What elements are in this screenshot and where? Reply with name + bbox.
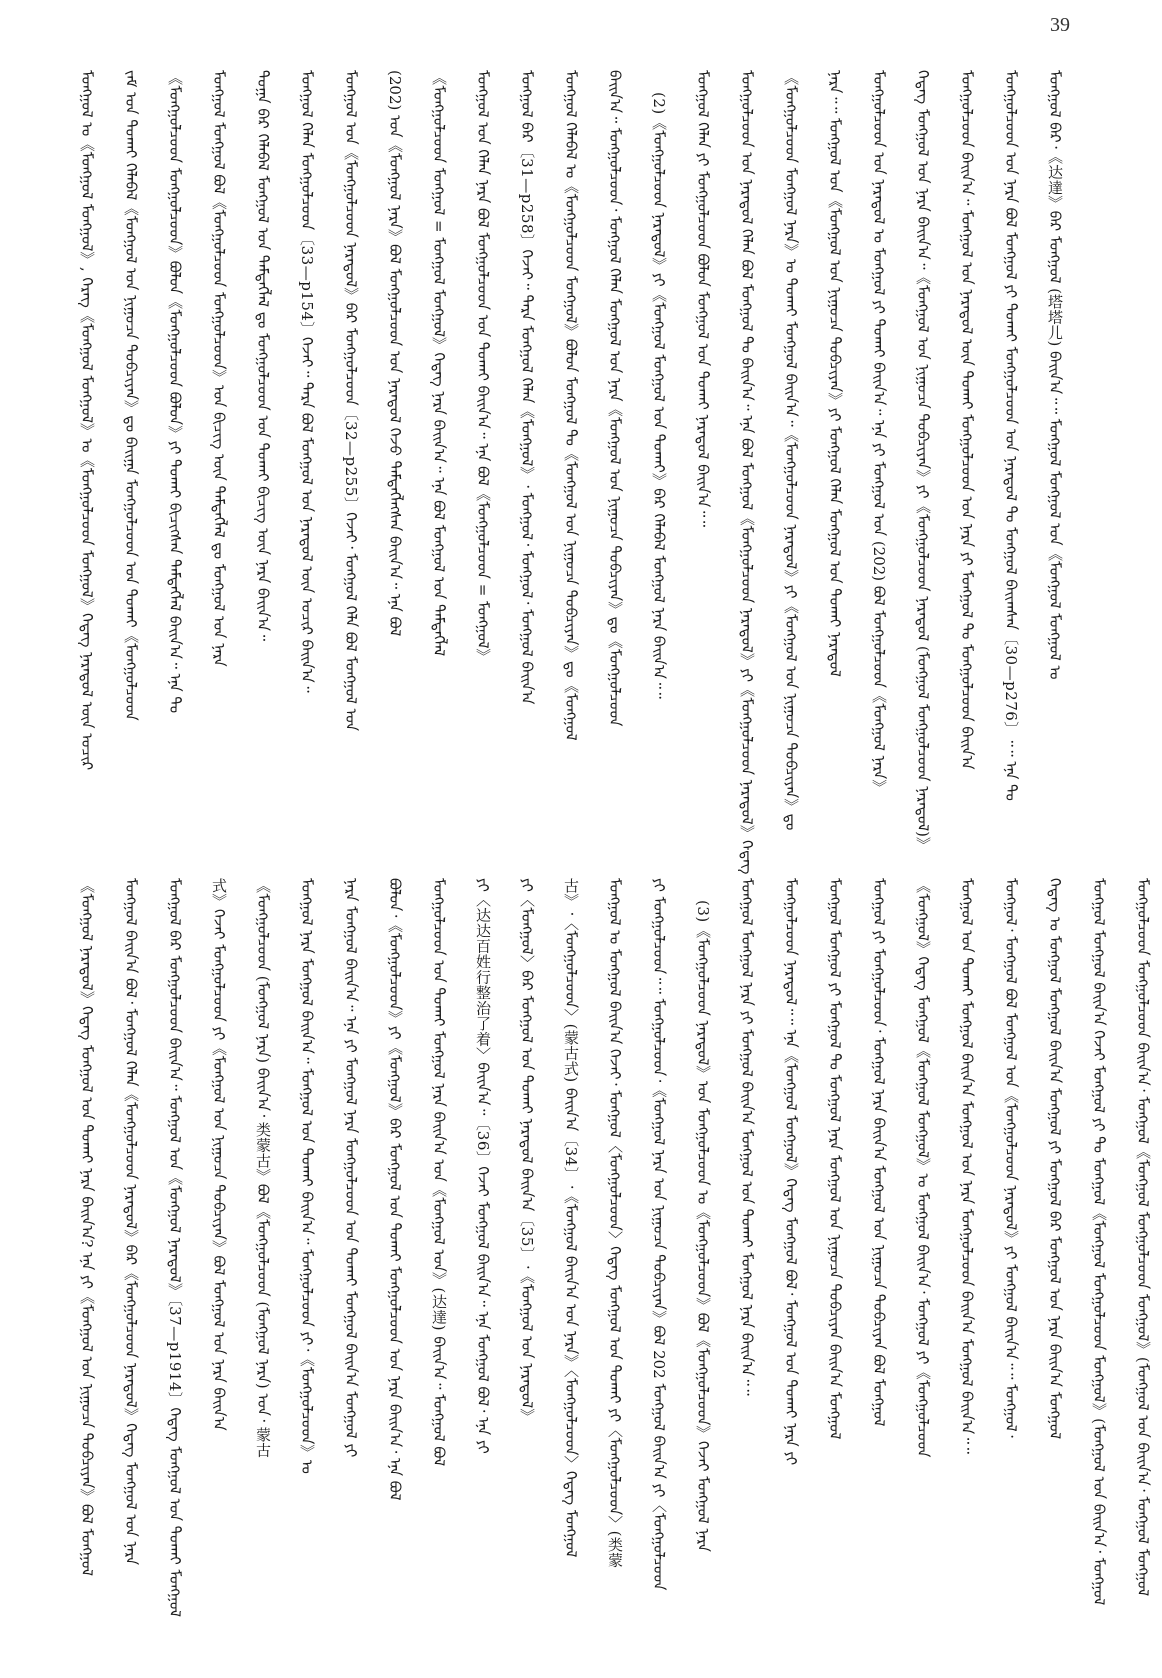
text-column: ᠮᠣᠩᠭᠣᠯᠴᠤᠳ ᠤᠨ ᠨᠡᠷᠡ ᠪᠣᠯ ᠮᠣᠩᠭᠣᠯ ᠶᠢ ᠲᠤᠬᠠᠢ ᠮᠣᠩᠭᠣᠯᠴᠤᠳ ᠤᠨ ᠨᠡᠷᠡᠳᠦᠯ ᠲᠤ ᠮᠣᠩᠭᠣᠯ ᠪᠠᠢᠭᠰᠠᠨ〔30—p276〕᠃᠃ ᠡᠨᠡ ᠲᠤ — [1002, 70, 1020, 801]
text-column: ᠮᠣᠩᠭᠣᠯ ᠬᠡᠯᠡᠨ ᠶᠢ ᠮᠣᠩᠭᠣᠯᠴᠤᠳ ᠪᠣᠯᠤᠨ ᠮᠣᠩᠭᠣᠯ ᠤᠨ ᠲᠤᠬᠠᠢ ᠨᠡᠷᠡᠳᠦᠯ ᠪᠠᠢᠨ᠎ᠠ᠃᠃ — [694, 70, 712, 528]
text-column: ᠮᠣᠩᠭᠣᠯ ᠤ ᠮᠣᠩᠭᠣᠯ ᠪᠠᠢᠨ᠎ᠠ ᠭᠡᠵᠡᠢ᠂ ᠮᠣᠩᠭᠣᠯ〈ᠮᠣᠩᠭᠣᠯᠴᠤᠳ〉ᠭᠡᠳᠡᠭ ᠮᠣᠩᠭᠣᠯ ᠤᠨ ᠲᠤᠬᠠᠢ ᠶᠢ〈ᠮᠣᠩᠭᠣᠯᠴᠤᠳ〉(类蒙 — [606, 878, 624, 1568]
text-column: ᠮᠣᠩᠭᠣᠯ ᠪᠠᠷ ᠮᠣᠩᠭᠣᠯᠴᠤᠳ ᠪᠠᠢᠨ᠎ᠠ᠃ ᠮᠣᠩᠭᠣᠯ ᠤᠨ《ᠮᠣᠩᠭᠣᠯ ᠨᠡᠷᠡᠳᠦᠯ》〔37—p1914〕ᠭᠡᠳᠡᠭ ᠮᠣᠩᠭᠣᠯ ᠤᠨ ᠲᠤᠬᠠᠢ ᠮᠣᠩᠭᠣᠯ — [166, 878, 184, 1617]
text-column: ᠮᠣᠩᠭᠣᠯ ᠪᠠᠢᠨ᠎ᠠ ᠪᠣᠯ᠂ ᠮᠣᠩᠭᠣᠯ ᠬᠡᠯᠡᠨ《ᠮᠣᠩᠭᠣᠯᠴᠤᠳ ᠨᠡᠷᠡᠳᠦᠯ》ᠪᠠᠷ《ᠮᠣᠩᠭᠣᠯᠴᠤᠳ ᠨᠡᠷᠡᠳᠦᠯ》ᠭᠡᠳᠡᠭ ᠮᠣᠩᠭᠣᠯ ᠤᠨ ᠨᠡᠷᠡ — [122, 878, 140, 1565]
text-column: ᠮᠣᠩᠭᠣᠯ ᠮᠣᠩᠭᠣᠯ ᠪᠣᠯ《ᠮᠣᠩᠭᠣᠯᠴᠤᠳ ᠮᠣᠩᠭᠣᠯᠴᠤᠳ》ᠤᠨ ᠪᠢᠴᠢᠭ ᠦᠨ ᠲᠡᠮᠳᠡᠭᠯᠡᠯ ᠳᠤ ᠮᠣᠩᠭᠣᠯ ᠤᠨ ᠨᠡᠷᠡ — [210, 70, 228, 667]
text-column: ᠮᠣᠩᠭᠣᠯ ᠤᠨ ᠬᠡᠯᠡᠨ ᠨᠡᠷᠡ ᠪᠣᠯ ᠮᠣᠩᠭᠣᠯᠴᠤᠳ ᠤᠨ ᠲᠤᠬᠠᠢ ᠪᠠᠢᠨ᠎ᠠ᠃ ᠡᠨᠡ ᠪᠣᠯ《ᠮᠣᠩᠭᠣᠯᠴᠤᠳ = ᠮᠣᠩᠭᠣᠯ》 — [474, 70, 492, 664]
text-column: 《ᠮᠣᠩᠭᠣᠯ》ᠭᠡᠳᠡᠭ ᠮᠣᠩᠭᠣᠯ《ᠮᠣᠩᠭᠣᠯ ᠮᠣᠩᠭᠣᠯ》ᠤ ᠮᠣᠩᠭᠣᠯ ᠪᠠᠢᠨ᠎ᠠ᠂ ᠮᠣᠩᠭᠣᠯ ᠶᠢ《ᠮᠣᠩᠭᠣᠯᠴᠤᠳ — [914, 878, 932, 1458]
text-column: 《ᠮᠣᠩᠭᠣᠯᠴᠤᠳ (ᠮᠣᠩᠭᠣᠯ ᠨᠡᠷᠡ) ᠪᠠᠢᠨ᠎ᠠ᠂ 类蒙古》ᠪᠣᠯ《ᠮᠣᠩᠭᠣᠯᠴᠤᠳ (ᠮᠣᠩᠭᠣᠯ ᠨᠡᠷᠡ) ᠤᠨ᠂ 蒙古 — [254, 878, 272, 1458]
upper-text-block — [68, 70, 1076, 875]
lower-text-block — [68, 878, 1152, 1650]
text-column: 《ᠮᠣᠩᠭᠣᠯᠴᠤᠳ ᠮᠣᠩᠭᠣᠯᠴᠤᠳ》ᠪᠣᠯᠤᠨ《ᠮᠣᠩᠭᠣᠯᠴᠤᠳ ᠪᠣᠯᠤᠨ》ᠶᠢ ᠲᠤᠬᠠᠢ ᠪᠢᠴᠢᠭᠰᠡᠨ ᠲᠡᠮᠳᠡᠭᠯᠡᠯ ᠪᠠᠢᠨ᠎ᠠ᠃ ᠡᠨᠡ ᠲᠤ — [166, 70, 184, 714]
text-column: ᠨᠡᠷᠡ᠃᠃ ᠮᠣᠩᠭᠣᠯ ᠤᠨ《ᠮᠣᠩᠭᠣᠯ ᠤᠨ ᠨᠢᠭᠤᠴᠠ ᠲᠣᠪᠴᠢᠶᠠᠨ》ᠶᠢ ᠮᠣᠩᠭᠣᠯ ᠬᠡᠯᠡᠨ ᠮᠣᠩᠭᠣᠯ ᠤᠨ ᠲᠤᠬᠠᠢ ᠨᠡᠷᠡᠳᠦᠯ — [826, 70, 844, 677]
block-divider — [68, 850, 1076, 851]
text-column: ᠮᠣᠩᠭᠣᠯ ᠤᠨ《ᠮᠣᠩᠭᠣᠯᠴᠤᠳ ᠨᠡᠷᠡᠳᠦᠯ》ᠪᠡᠷ ᠮᠣᠩᠭᠣᠯᠴᠤᠳ〔32—p255〕ᠭᠡᠵᠡᠢ᠂ ᠮᠣᠩᠭᠣᠯ ᠬᠡᠯᠡ ᠪᠣᠯ ᠮᠣᠩᠭᠣᠯ ᠤᠨ — [342, 70, 360, 731]
text-column: 式》ᠭᠡᠵᠡᠢ ᠮᠣᠩᠭᠣᠯᠴᠤᠳ ᠶᠢ《ᠮᠣᠩᠭᠣᠯ ᠤᠨ ᠨᠢᠭᠤᠴᠠ ᠲᠣᠪᠴᠢᠶᠠᠨ》ᠪᠣᠯ ᠮᠣᠩᠭᠣᠯ ᠤᠨ ᠨᠡᠷᠡ ᠪᠠᠢᠨ᠎ᠠ — [210, 878, 228, 1431]
page-number: 39 — [1050, 14, 1070, 36]
text-column: ᠮᠣᠩᠭᠣᠯ ᠮᠣᠩᠭᠣᠯ ᠨᠡᠷᠡ ᠶᠢ ᠮᠣᠩᠭᠣᠯ ᠪᠠᠢᠨ᠎ᠠ ᠮᠣᠩᠭᠣᠯ ᠤᠨ ᠲᠤᠬᠠᠢ ᠮᠣᠩᠭᠣᠯ ᠨᠡᠷᠡ ᠪᠠᠢᠨ᠎ᠠ᠃᠃ — [738, 878, 756, 1396]
text-column: ᠮᠣᠩᠭᠣᠯ ᠪᠠᠷ〔31—p258〕ᠭᠡᠵᠡᠢ᠃ ᠲᠡᠷᠡ ᠮᠣᠩᠭᠣᠯ ᠬᠡᠯᠡᠨ《ᠮᠣᠩᠭᠣᠯ》᠂ ᠮᠣᠩᠭᠣᠯ᠂ ᠮᠣᠩᠭᠣᠯ᠂ ᠮᠣᠩᠭᠣᠯ ᠪᠠᠢᠨ᠎ᠠ — [518, 70, 536, 705]
text-column: ᠮᠣᠩᠭᠣᠯ ᠤ《ᠮᠣᠩᠭᠣᠯ ᠮᠣᠩᠭᠣᠯ》, ᠬᠡᠷᠡᠭ《ᠮᠣᠩᠭᠣᠯ ᠮᠣᠩᠭᠣᠯ》ᠤ《ᠮᠣᠩᠭᠣᠯᠴᠤᠳ ᠮᠣᠩᠭᠣᠯ》ᠭᠡᠳᠡᠭ ᠨᠡᠷᠡᠳᠦᠯ ᠦᠨ ᠤᠴᠢᠷ — [78, 70, 96, 771]
text-column: ᠮᠣᠩᠭᠣᠯ ᠮᠣᠩᠭᠣᠯ ᠪᠠᠢᠨ᠎ᠠ ᠭᠡᠵᠡᠢ ᠮᠣᠩᠭᠣᠯ ᠶᠢ ᠲᠤ ᠮᠣᠩᠭᠣᠯ《ᠮᠣᠩᠭᠣᠯ ᠮᠣᠩᠭᠣᠯᠴᠤᠳ ᠮᠣᠩᠭᠣᠯ》(ᠮᠣᠩᠭᠣᠯ ᠤᠨ ᠪᠠᠢᠨ᠎ᠠ᠂ ᠮᠣᠩᠭᠣᠯ — [1090, 878, 1108, 1606]
text-column: (2)《ᠮᠣᠩᠭᠣᠯᠴᠤᠳ ᠨᠡᠷᠡᠳᠦᠯ》ᠶᠢ《ᠮᠣᠩᠭᠣᠯ ᠮᠣᠩᠭᠣᠯ ᠤᠨ ᠲᠤᠬᠠᠢ》ᠪᠠᠷ ᠬᠡᠯᠡᠪᠡᠯ ᠮᠣᠩᠭᠣᠯ ᠨᠡᠷᠡ ᠪᠠᠢᠨ᠎ᠠ᠃᠃ — [650, 92, 668, 699]
text-column: ᠮᠣᠩᠭᠣᠯᠴᠤᠳ ᠤᠨ ᠲᠤᠬᠠᠢ ᠮᠣᠩᠭᠣᠯ ᠨᠡᠷᠡ ᠪᠠᠢᠨ᠎ᠠ ᠤᠨ《ᠮᠣᠩᠭᠣᠯ ᠤᠨ》(达達) ᠪᠠᠢᠨ᠎ᠠ᠃ ᠮᠣᠩᠭᠣᠯ ᠪᠣᠯ — [430, 878, 448, 1467]
text-column: 《ᠮᠣᠩᠭᠣᠯ ᠨᠡᠷᠡᠳᠦᠯ》ᠭᠡᠳᠡᠭ ᠮᠣᠩᠭᠣᠯ ᠤᠨ ᠲᠤᠬᠠᠢ ᠨᠡᠷᠡ ᠪᠠᠢᠨ᠎ᠠ? ᠡᠨᠡ ᠶᠢ《ᠮᠣᠩᠭᠣᠯ ᠤᠨ ᠨᠢᠭᠤᠴᠠ ᠲᠣᠪᠴᠢᠶᠠᠨ》ᠪᠣᠯ ᠮᠣᠩᠭᠣᠯ — [78, 878, 96, 1576]
text-column: ᠶᠢ〈达达百姓行整治了着〉ᠪᠠᠢᠨ᠎ᠠ᠃〔36〕ᠭᠡᠵᠡᠢ ᠮᠣᠩᠭᠣᠯ ᠪᠠᠢᠨ᠎ᠠ᠃ ᠡᠨᠡ ᠮᠣᠩᠭᠣᠯ ᠪᠣᠯ᠂ ᠡᠨᠡ ᠶᠢ — [474, 878, 492, 1454]
text-column: ᠪᠠᠢᠨ᠎ᠠ᠃ ᠮᠣᠩᠭᠣᠯᠴᠤᠳ᠂ ᠮᠣᠩᠭᠣᠯ ᠬᠡᠯᠡᠨ ᠮᠣᠩᠭᠣᠯ ᠤᠨ ᠨᠡᠷᠡ《ᠮᠣᠩᠭᠣᠯ ᠤᠨ ᠨᠢᠭᠤᠴᠠ ᠲᠣᠪᠴᠢᠶᠠᠨ》ᠳᠤ《ᠮᠣᠩᠭᠣᠯᠴᠤᠳ — [606, 70, 624, 727]
text-column: ᠮᠣᠩᠭᠣᠯᠴᠤᠳ ᠤᠨ ᠨᠡᠷᠡᠳᠦᠯ ᠤ ᠮᠣᠩᠭᠣᠯ ᠶᠢ ᠲᠤᠬᠠᠢ ᠪᠠᠢᠨ᠎ᠠ᠃ ᠡᠨᠡ ᠶᠢ ᠮᠣᠩᠭᠣᠯ ᠤᠨ (202) ᠪᠣᠯ ᠮᠣᠩᠭᠣᠯᠴᠤᠳ《ᠮᠣᠩᠭᠣᠯ ᠨᠡᠷᠡ》 — [870, 70, 888, 795]
text-column: ᠪᠣᠯᠤᠨ᠂《ᠮᠣᠩᠭᠣᠯᠴᠤᠳ》ᠶᠢ《ᠮᠣᠩᠭᠣᠯ》ᠪᠠᠷ ᠮᠣᠩᠭᠣᠯ ᠤᠨ ᠲᠤᠬᠠᠢ ᠮᠣᠩᠭᠣᠯᠴᠤᠳ ᠤᠨ ᠨᠡᠷᠡ ᠪᠠᠢᠨ᠎ᠠ᠂ ᠡᠨᠡ ᠪᠣᠯ — [386, 878, 404, 1501]
text-column: ᠮᠣᠩᠭᠣᠯ ᠨᠡᠷᠡ ᠮᠣᠩᠭᠣᠯ ᠪᠠᠢᠨ᠎ᠠ᠃ ᠮᠣᠩᠭᠣᠯ ᠤᠨ ᠲᠤᠬᠠᠢ ᠪᠠᠢᠨ᠎ᠠ᠃ ᠮᠣᠩᠭᠣᠯᠴᠤᠳ ᠶᠢ᠂《ᠮᠣᠩᠭᠣᠯᠴᠤᠳ》ᠤ — [298, 878, 316, 1474]
text-column: 《ᠮᠣᠩᠭᠣᠯᠴᠤᠳ ᠮᠣᠩᠭᠣᠯ ᠨᠡᠷᠡ》ᠤ ᠲᠤᠬᠠᠢ ᠮᠣᠩᠭᠣᠯ ᠪᠠᠢᠨ᠎ᠠ᠃《ᠮᠣᠩᠭᠣᠯᠴᠤᠳ ᠨᠡᠷᠡᠳᠦᠯ》ᠶᠢ《ᠮᠣᠩᠭᠣᠯ ᠤᠨ ᠨᠢᠭᠤᠴᠠ ᠲᠣᠪᠴᠢᠶᠠᠨ》ᠳᠤ — [782, 70, 800, 831]
text-column: ᠮᠣᠩᠭᠣᠯ ᠤᠨ ᠲᠤᠬᠠᠢ ᠮᠣᠩᠭᠣᠯ ᠪᠠᠢᠨ᠎ᠠ ᠮᠣᠩᠭᠣᠯ ᠤᠨ ᠨᠡᠷᠡ ᠮᠣᠩᠭᠣᠯᠴᠤᠳ ᠪᠠᠢᠨ᠎ᠠ ᠮᠣᠩᠭᠣᠯ ᠪᠠᠢᠨ᠎ᠠ᠃᠃ — [958, 878, 976, 1454]
text-column: ᠮᠣᠩᠭᠣᠯ᠂ ᠮᠣᠩᠭᠣᠯ ᠪᠣᠯ ᠮᠣᠩᠭᠣᠯ ᠤᠨ《ᠮᠣᠩᠭᠣᠯᠴᠤᠳ ᠨᠡᠷᠡᠳᠦᠯ》ᠶᠢ ᠮᠣᠩᠭᠣᠯ ᠪᠠᠢᠨ᠎ᠠ᠃᠃ ᠮᠣᠩᠭᠣᠯ᠂ — [1002, 878, 1020, 1438]
text-column: ᠵᠠᠮ ᠤᠨ ᠲᠤᠬᠠᠢ ᠬᠡᠯᠡᠪᠡᠯ《ᠮᠣᠩᠭᠣᠯ ᠤᠨ ᠨᠢᠭᠤᠴᠠ ᠲᠣᠪᠴᠢᠶᠠᠨ》ᠳᠤ ᠪᠠᠢᠭᠠ ᠮᠣᠩᠭᠣᠯᠴᠤᠳ ᠤᠨ ᠲᠤᠬᠠᠢ《ᠮᠣᠩᠭᠣᠯᠴᠤᠳ — [122, 70, 140, 721]
text-column: 《ᠮᠣᠩᠭᠣᠯᠴᠤᠳ ᠮᠣᠩᠭᠣᠯ = ᠮᠣᠩᠭᠣᠯ ᠮᠣᠩᠭᠣᠯ》ᠭᠡᠳᠡᠭ ᠨᠡᠷᠡ ᠪᠠᠢᠨ᠎ᠠ᠃ ᠡᠨᠡ ᠪᠣᠯ ᠮᠣᠩᠭᠣᠯ ᠤᠨ ᠲᠡᠮᠳᠡᠭᠯᠡᠯ — [430, 70, 448, 657]
text-column: ᠶᠢ ᠮᠣᠩᠭᠣᠯᠴᠤᠳ᠃᠃ ᠮᠣᠩᠭᠣᠯᠴᠤᠳ᠂《ᠮᠣᠩᠭᠣᠯ ᠨᠡᠷᠡ ᠤᠨ ᠨᠢᠭᠤᠴᠠ ᠲᠣᠪᠴᠢᠶᠠᠨ》ᠪᠣᠯ 202 ᠮᠣᠩᠭᠣᠯ ᠪᠠᠢᠨ᠎ᠠ ᠶᠢ〈ᠮᠣᠩᠭᠣᠯᠴᠤᠳ — [650, 878, 668, 1591]
text-column: ᠲᠣᠭᠠ ᠪᠠᠷ ᠬᠡᠯᠡᠪᠡᠯ ᠮᠣᠩᠭᠣᠯ ᠤᠨ ᠲᠡᠮᠳᠡᠭᠯᠡᠯ ᠳᠤ ᠮᠣᠩᠭᠣᠯᠴᠤᠳ ᠤᠨ ᠲᠤᠬᠠᠢ ᠪᠢᠴᠢᠭ ᠦᠨ ᠨᠡᠷᠡ ᠪᠠᠢᠨ᠎ᠠ᠃ — [254, 70, 272, 641]
text-column: ᠮᠣᠩᠭᠣᠯᠴᠤᠳ ᠤᠨ ᠨᠡᠷᠡᠳᠦᠯ ᠬᠡᠯᠡᠨ ᠪᠣᠯ ᠮᠣᠩᠭᠣᠯ ᠲᠤ ᠪᠠᠢᠨ᠎ᠠ᠃ ᠡᠨᠡ ᠪᠣᠯ ᠮᠣᠩᠭᠣᠯ《ᠮᠣᠩᠭᠣᠯᠴᠤᠳ ᠨᠡᠷᠡᠳᠦᠯ》ᠶᠢ《ᠮᠣᠩᠭᠣᠯᠴᠤᠳ ᠨᠡᠷᠡᠳᠦᠯ》ᠭᠡᠳᠡᠭ — [738, 70, 756, 875]
text-column: (202) ᠤᠨ《ᠮᠣᠩᠭᠣᠯ ᠨᠡᠷᠡ》ᠪᠣᠯ ᠮᠣᠩᠭᠣᠯᠴᠤᠳ ᠤᠨ ᠨᠡᠷᠡᠳᠦᠯ ᠭᠡᠵᠦ ᠲᠡᠮᠳᠡᠭᠯᠡᠭᠰᠡᠨ ᠪᠠᠢᠨ᠎ᠠ᠃ ᠡᠨᠡ ᠪᠣᠯ — [386, 70, 404, 637]
text-column: ᠭᠡᠳᠡᠭ ᠤ ᠮᠣᠩᠭᠣᠯ ᠮᠣᠩᠭᠣᠯ ᠪᠠᠢᠨ᠎ᠠ ᠮᠣᠩᠭᠣᠯ ᠶᠢ ᠮᠣᠩᠭᠣᠯ ᠪᠠᠷ ᠮᠣᠩᠭᠣᠯ ᠤᠨ ᠨᠡᠷᠡ ᠪᠠᠢᠨ᠎ᠠ ᠮᠣᠩᠭᠣᠯ — [1046, 878, 1064, 1440]
text-column: ᠮᠣᠩᠭᠣᠯᠴᠤᠳ ᠪᠠᠢᠨ᠎ᠠ᠃ ᠮᠣᠩᠭᠣᠯ ᠤᠨ ᠨᠡᠷᠡᠳᠦᠯ ᠦᠨ ᠲᠤᠬᠠᠢ ᠮᠣᠩᠭᠣᠯᠴᠤᠳ ᠤᠨ ᠨᠡᠷᠡ ᠶᠢ ᠮᠣᠩᠭᠣᠯ ᠲᠤ ᠮᠣᠩᠭᠣᠯᠴᠤᠳ ᠪᠠᠢᠨ᠎ᠠ — [958, 70, 976, 770]
text-column: ᠮᠣᠩᠭᠣᠯ ᠬᠡᠯᠡᠪᠡᠯ ᠤ《ᠮᠣᠩᠭᠣᠯᠴᠤᠳ ᠮᠣᠩᠭᠣᠯ》ᠪᠣᠯᠤᠨ ᠮᠣᠩᠭᠣᠯ ᠲᠤ《ᠮᠣᠩᠭᠣᠯ ᠤᠨ ᠨᠢᠭᠤᠴᠠ ᠲᠣᠪᠴᠢᠶᠠᠨ》ᠳᠤ《ᠮᠣᠩᠭᠣᠯ — [562, 70, 580, 741]
text-column: ᠮᠣᠩᠭᠣᠯ ᠶᠢ ᠮᠣᠩᠭᠣᠯᠴᠤᠳ᠂ ᠮᠣᠩᠭᠣᠯ ᠨᠡᠷᠡ ᠪᠠᠢᠨ᠎ᠠ ᠮᠣᠩᠭᠣᠯ ᠤᠨ ᠨᠢᠭᠤᠴᠠ ᠲᠣᠪᠴᠢᠶᠠᠨ ᠪᠣᠯ ᠮᠣᠩᠭᠣᠯ — [870, 878, 888, 1427]
text-column: ᠶᠢ〈ᠮᠣᠩᠭᠣᠯ〉ᠪᠠᠷ ᠮᠣᠩᠭᠣᠯ ᠤᠨ ᠲᠤᠬᠠᠢ ᠨᠡᠷᠡᠳᠦᠯ ᠪᠠᠢᠨ᠎ᠠ〔35〕᠂《ᠮᠣᠩᠭᠣᠯ ᠤᠨ ᠨᠡᠷᠡᠳᠦᠯ》 — [518, 878, 536, 1424]
text-column: ᠨᠡᠷᠡ ᠮᠣᠩᠭᠣᠯ ᠪᠠᠢᠨ᠎ᠠ᠃ ᠡᠨᠡ ᠶᠢ ᠮᠣᠩᠭᠣᠯ ᠨᠡᠷᠡ ᠮᠣᠩᠭᠣᠯᠴᠤᠳ ᠤᠨ ᠲᠤᠬᠠᠢ ᠮᠣᠩᠭᠣᠯ ᠪᠠᠢᠨ᠎ᠠ ᠮᠣᠩᠭᠣᠯ ᠶᠢ — [342, 878, 360, 1458]
text-column: ᠮᠣᠩᠭᠣᠯ ᠬᠡᠯᠡᠨ ᠮᠣᠩᠭᠣᠯᠴᠤᠳ〔33—p154〕ᠭᠡᠵᠡᠢ᠃ ᠲᠡᠷᠡ ᠪᠣᠯ ᠮᠣᠩᠭᠣᠯ ᠤᠨ ᠨᠡᠷᠡᠳᠦᠯ ᠦᠨ ᠤᠴᠢᠷ ᠪᠠᠢᠨ᠎ᠠ᠃ — [298, 70, 316, 693]
text-column: ᠮᠣᠩᠭᠣᠯ ᠮᠣᠩᠭᠣᠯ ᠶᠢ ᠮᠣᠩᠭᠣᠯ ᠲᠤ ᠮᠣᠩᠭᠣᠯ ᠨᠡᠷᠡ ᠮᠣᠩᠭᠣᠯ ᠤᠨ ᠨᠢᠭᠤᠴᠠ ᠲᠣᠪᠴᠢᠶᠠᠨ ᠪᠠᠢᠨ᠎ᠠ ᠮᠣᠩᠭᠣᠯ — [826, 878, 844, 1440]
text-column: ᠭᠡᠳᠡᠭ ᠮᠣᠩᠭᠣᠯ ᠤᠨ ᠨᠡᠷᠡ ᠪᠠᠢᠨ᠎ᠠ᠃《ᠮᠣᠩᠭᠣᠯ ᠤᠨ ᠨᠢᠭᠤᠴᠠ ᠲᠣᠪᠴᠢᠶᠠᠨ》ᠶᠢ《ᠮᠣᠩᠭᠣᠯᠴᠤᠳ ᠨᠡᠷᠡᠳᠦᠯ (ᠮᠣᠩᠭᠣᠯ ᠮᠣᠩᠭᠣᠯᠴᠤᠳ ᠨᠡᠷᠡᠳᠦᠯ)》 — [914, 70, 932, 853]
text-column: 古》᠂〈ᠮᠣᠩᠭᠣᠯᠴᠤᠳ〉(蒙古式) ᠪᠠᠢᠨ᠎ᠠ〔34〕᠂《ᠮᠣᠩᠭᠣᠯ ᠪᠠᠢᠨ᠎ᠠ ᠤᠨ ᠨᠡᠷᠡ》〈ᠮᠣᠩᠭᠣᠯᠴᠤᠳ〉ᠭᠡᠳᠡᠭ ᠮᠣᠩᠭᠣᠯ — [562, 878, 580, 1558]
text-column: ᠮᠣᠩᠭᠣᠯᠴᠤᠳ ᠨᠡᠷᠡᠳᠦᠯ᠃᠃ ᠡᠨᠡ《ᠮᠣᠩᠭᠣᠯ ᠮᠣᠩᠭᠣᠯ》ᠭᠡᠳᠡᠭ ᠮᠣᠩᠭᠣᠯ ᠪᠣᠯ᠂ ᠮᠣᠩᠭᠣᠯ ᠤᠨ ᠲᠤᠬᠠᠢ ᠨᠡᠷᠡ ᠶᠢ — [782, 878, 800, 1466]
text-column: (3)《ᠮᠣᠩᠭᠣᠯᠴᠤᠳ ᠨᠡᠷᠡᠳᠦᠯ》ᠤᠨ ᠮᠣᠩᠭᠣᠯᠴᠤᠳ ᠤ《ᠮᠣᠩᠭᠣᠯᠴᠤᠳ》ᠪᠣᠯ《ᠮᠣᠩᠭᠣᠯᠴᠤᠳ》ᠭᠡᠵᠡᠢ ᠮᠣᠩᠭᠣᠯ ᠨᠡᠷᠡ — [694, 900, 712, 1552]
text-column: ᠮᠣᠩᠭᠣᠯ ᠪᠠᠷ᠂《达達》ᠪᠠᠷ ᠮᠣᠩᠭᠣᠯ (塔塔儿) ᠪᠠᠢᠨ᠎ᠠ᠃᠃ ᠮᠣᠩᠭᠣᠯ ᠮᠣᠩᠭᠣᠯ ᠤᠨ《ᠮᠣᠩᠭᠣᠯ ᠮᠣᠩᠭᠣᠯ ᠤ — [1046, 70, 1064, 680]
text-column: ᠮᠣᠩᠭᠣᠯᠴᠤᠳ ᠮᠣᠩᠭᠣᠯᠴᠤᠳ ᠪᠠᠢᠨ᠎ᠠ᠂ ᠮᠣᠩᠭᠣᠯ《ᠮᠣᠩᠭᠣᠯ ᠮᠣᠩᠭᠣᠯᠴᠤᠳ ᠮᠣᠩᠭᠣᠯ》(ᠮᠣᠩᠭᠣᠯ ᠤᠨ ᠪᠠᠢᠨ᠎ᠠ᠂ ᠮᠣᠩᠭᠣᠯ ᠮᠣᠩᠭᠣᠯ — [1134, 878, 1152, 1597]
